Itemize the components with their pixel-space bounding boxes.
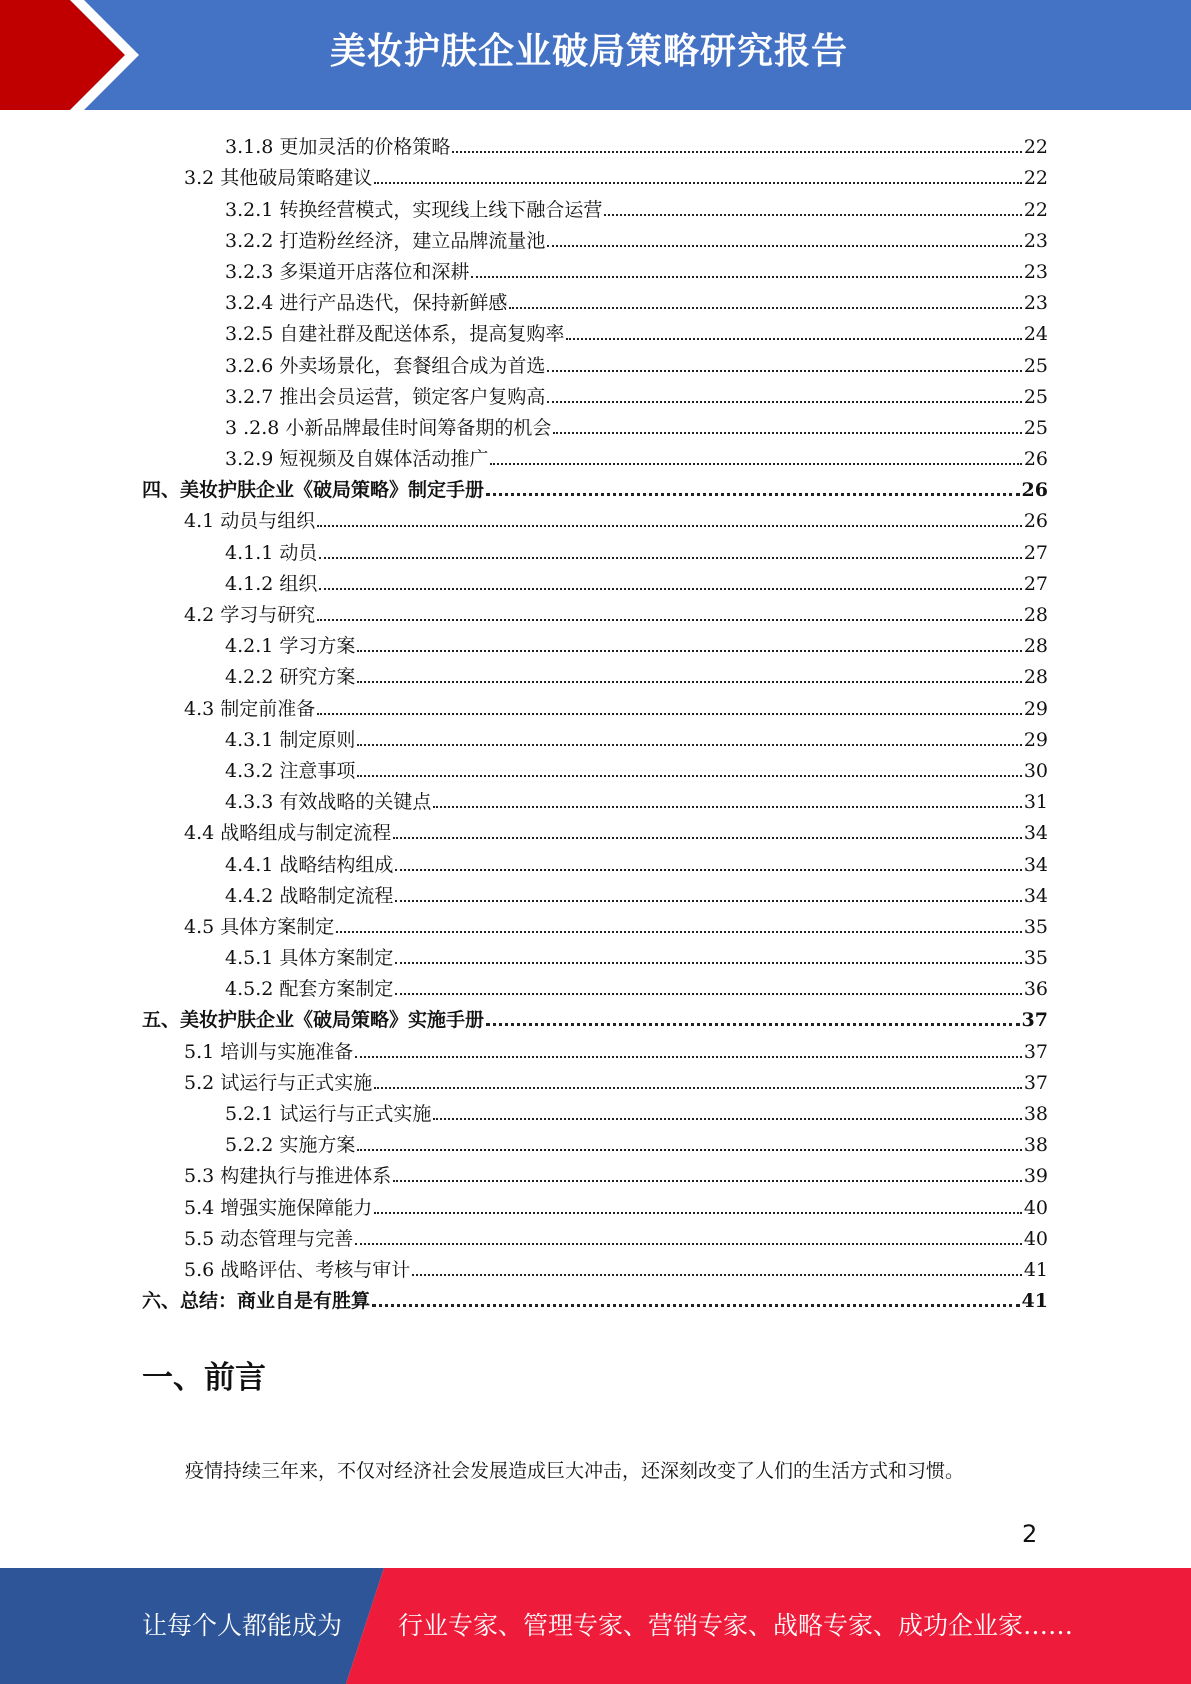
- toc-entry-label: 5.2.2 实施方案: [225, 1134, 356, 1157]
- toc-entry-label: 3.2.7 推出会员运营，锁定客户复购高: [225, 385, 546, 408]
- toc-dot-leader: [317, 525, 1022, 527]
- toc-entry[interactable]: [142, 813, 1048, 844]
- toc-entry[interactable]: [142, 283, 1048, 314]
- toc-entry[interactable]: [142, 688, 1048, 719]
- toc-entry[interactable]: [142, 501, 1048, 532]
- toc-entry[interactable]: [142, 1187, 1048, 1218]
- toc-entry-page: 22: [1023, 167, 1048, 190]
- toc-entry-page: 41: [1021, 1290, 1048, 1313]
- footer-slogan-right: 行业专家、管理专家、营销专家、战略专家、成功企业家……: [398, 1611, 1074, 1640]
- toc-entry[interactable]: [142, 252, 1048, 283]
- toc-entry[interactable]: [142, 1031, 1048, 1062]
- page-number: 2: [1022, 1520, 1038, 1548]
- toc-dot-leader: [317, 713, 1022, 715]
- toc-entry[interactable]: [142, 189, 1048, 220]
- toc-entry-page: 25: [1023, 416, 1048, 439]
- toc-entry-page: 29: [1023, 697, 1048, 720]
- toc-entry-label: 4.5 具体方案制定: [184, 915, 335, 938]
- header-arrow-decoration: [0, 0, 160, 110]
- toc-entry-label: 4.5.2 配套方案制定: [225, 978, 394, 1001]
- toc-dot-leader: [395, 900, 1021, 902]
- toc-entry[interactable]: [142, 1000, 1048, 1031]
- toc-entry-label: 3.2.1 转换经营模式，实现线上线下融合运营: [225, 198, 603, 221]
- toc-entry[interactable]: [142, 907, 1048, 938]
- toc-entry-label: 4.2.1 学习方案: [225, 635, 356, 658]
- footer-slogan-left: 让每个人都能成为: [142, 1611, 343, 1640]
- toc-dot-leader: [553, 432, 1021, 434]
- toc-entry-label: 4.2 学习与研究: [184, 604, 316, 626]
- toc-entry[interactable]: [142, 720, 1048, 751]
- toc-entry-label: 3.2 其他破局策略建议: [184, 167, 373, 190]
- toc-entry-label: 3.2.3 多渠道开店落位和深耕: [225, 260, 470, 283]
- toc-entry-page: 39: [1023, 1165, 1048, 1188]
- toc-entry-label: 五、美妆护肤企业《破局策略》实施手册: [142, 1009, 485, 1032]
- toc-entry-label: 3.2.5 自建社群及配送体系，提高复购率: [225, 323, 565, 346]
- report-title: 美妆护肤企业破局策略研究报告: [330, 31, 849, 72]
- toc-entry[interactable]: [142, 1125, 1048, 1156]
- toc-dot-leader: [433, 1118, 1021, 1120]
- toc-dot-leader: [604, 214, 1021, 216]
- toc-dot-leader: [357, 775, 1021, 777]
- toc-entry-label: 3.2.6 外卖场景化，套餐组合成为首选: [225, 354, 546, 377]
- toc-entry-page: 25: [1023, 385, 1048, 408]
- toc-dot-leader: [374, 1087, 1022, 1089]
- toc-entry-label: 4.1 动员与组织: [184, 510, 316, 533]
- toc-entry-page: 40: [1023, 1227, 1048, 1250]
- toc-entry[interactable]: [142, 377, 1048, 408]
- toc-entry[interactable]: [142, 1219, 1048, 1250]
- toc-entry-label: 4.3.3 有效战略的关键点: [225, 791, 432, 814]
- toc-entry-page: 36: [1023, 978, 1048, 1001]
- toc-entry-label: 3 .2.8 小新品牌最佳时间筹备期的机会: [225, 416, 552, 439]
- toc-entry-page: 37: [1021, 1009, 1048, 1032]
- toc-dot-leader: [452, 151, 1021, 153]
- toc-dot-leader: [486, 493, 1020, 496]
- toc-entry[interactable]: [142, 782, 1048, 813]
- toc-entry[interactable]: [142, 470, 1048, 501]
- toc-entry-page: 25: [1023, 354, 1048, 377]
- toc-entry[interactable]: [142, 408, 1048, 439]
- toc-entry[interactable]: [142, 657, 1048, 688]
- toc-entry[interactable]: [142, 1156, 1048, 1187]
- toc-dot-leader: [357, 650, 1021, 652]
- toc-entry-page: 22: [1023, 136, 1048, 159]
- toc-entry[interactable]: [142, 532, 1048, 563]
- toc-entry-page: 29: [1023, 728, 1048, 751]
- toc-dot-leader: [372, 1304, 1020, 1307]
- page-header: [0, 0, 1191, 110]
- toc-entry-page: 27: [1023, 572, 1048, 595]
- toc-entry-label: 3.2.4 进行产品迭代，保持新鲜感: [225, 292, 508, 315]
- toc-entry-page: 28: [1023, 635, 1048, 658]
- toc-dot-leader: [395, 869, 1021, 871]
- toc-entry-label: 4.1.1 动员: [225, 541, 318, 564]
- toc-entry[interactable]: [142, 1281, 1048, 1312]
- toc-entry[interactable]: [142, 564, 1048, 595]
- toc-entry-label: 4.4.1 战略结构组成: [225, 853, 394, 876]
- toc-entry[interactable]: [142, 938, 1048, 969]
- toc-dot-leader: [393, 1180, 1022, 1182]
- toc-dot-leader: [486, 1023, 1020, 1026]
- toc-dot-leader: [374, 1212, 1022, 1214]
- toc-dot-leader: [355, 1243, 1022, 1245]
- toc-entry[interactable]: [142, 969, 1048, 1000]
- toc-entry-label: 4.3.1 制定原则: [225, 728, 356, 751]
- toc-entry[interactable]: [142, 751, 1048, 782]
- toc-dot-leader: [355, 1056, 1022, 1058]
- toc-entry[interactable]: [142, 844, 1048, 875]
- toc-entry-label: 5.4 增强实施保障能力: [184, 1196, 373, 1219]
- toc-entry[interactable]: [142, 1063, 1048, 1094]
- toc-entry-page: 28: [1023, 604, 1048, 626]
- toc-entry[interactable]: [142, 1094, 1048, 1125]
- toc-entry-page: 35: [1023, 915, 1048, 938]
- toc-entry-label: 5.6 战略评估、考核与审计: [184, 1258, 411, 1281]
- toc-entry-page: 40: [1023, 1196, 1048, 1219]
- toc-entry-label: 六、总结：商业自是有胜算: [142, 1290, 371, 1313]
- toc-entry-label: 5.2.1 试运行与正式实施: [225, 1103, 432, 1125]
- toc-entry-page: 37: [1023, 1071, 1048, 1094]
- toc-dot-leader: [357, 1149, 1021, 1151]
- page-footer: [0, 1568, 1191, 1684]
- toc-entry-page: 23: [1023, 260, 1048, 283]
- toc-dot-leader: [395, 993, 1021, 995]
- toc-dot-leader: [412, 1274, 1022, 1276]
- toc-dot-leader: [336, 931, 1022, 933]
- toc-dot-leader: [509, 307, 1021, 309]
- toc-entry-label: 4.2.2 研究方案: [225, 666, 356, 689]
- toc-entry-page: 23: [1023, 292, 1048, 315]
- toc-entry[interactable]: [142, 876, 1048, 907]
- toc-entry-label: 3.1.8 更加灵活的价格策略: [225, 136, 451, 159]
- toc-entry-page: 26: [1023, 510, 1048, 533]
- toc-entry-page: 28: [1023, 666, 1048, 689]
- toc-dot-leader: [547, 401, 1021, 403]
- toc-dot-leader: [433, 806, 1021, 808]
- toc-entry-page: 26: [1021, 479, 1048, 502]
- toc-entry-page: 34: [1023, 884, 1048, 907]
- toc-entry-label: 5.5 动态管理与完善: [184, 1227, 354, 1250]
- toc-entry-label: 4.4 战略组成与制定流程: [184, 822, 392, 845]
- toc-entry[interactable]: [142, 345, 1048, 376]
- toc-entry[interactable]: [142, 221, 1048, 252]
- toc-dot-leader: [357, 681, 1021, 683]
- toc-entry-page: 34: [1023, 853, 1048, 876]
- toc-entry[interactable]: [142, 127, 1048, 158]
- toc-entry[interactable]: [142, 314, 1048, 345]
- toc-entry-label: 5.1 培训与实施准备: [184, 1040, 354, 1063]
- toc-entry-label: 4.3 制定前准备: [184, 697, 316, 720]
- toc-entry-page: 37: [1023, 1040, 1048, 1063]
- toc-dot-leader: [547, 245, 1021, 247]
- toc-dot-leader: [395, 962, 1021, 964]
- toc-entry-page: 41: [1023, 1258, 1048, 1281]
- toc-entry-page: 24: [1023, 323, 1048, 346]
- toc-entry-label: 4.3.2 注意事项: [225, 759, 356, 782]
- toc-entry-page: 31: [1023, 791, 1048, 814]
- toc-entry[interactable]: [142, 158, 1048, 189]
- body-paragraph: 疫情持续三年来，不仅对经济社会发展造成巨大冲击，还深刻改变了人们的生活方式和习惯。: [185, 1460, 965, 1482]
- toc-entry-page: 35: [1023, 947, 1048, 970]
- toc-entry-label: 4.4.2 战略制定流程: [225, 884, 394, 907]
- toc-dot-leader: [319, 557, 1021, 559]
- toc-dot-leader: [471, 276, 1021, 278]
- toc-entry-page: 30: [1023, 759, 1048, 782]
- toc-entry-page: 22: [1023, 198, 1048, 221]
- toc-dot-leader: [566, 338, 1021, 340]
- toc-dot-leader: [374, 182, 1022, 184]
- toc-entry-page: 23: [1023, 229, 1048, 252]
- toc-dot-leader: [490, 463, 1021, 465]
- toc-entry-label: 3.2.9 短视频及自媒体活动推广: [225, 448, 489, 471]
- toc-entry-label: 5.2 试运行与正式实施: [184, 1071, 373, 1094]
- toc-entry-label: 4.5.1 具体方案制定: [225, 947, 394, 970]
- toc-entry-page: 38: [1023, 1103, 1048, 1125]
- toc-entry-label: 3.2.2 打造粉丝经济，建立品牌流量池: [225, 229, 546, 252]
- toc-entry[interactable]: [142, 439, 1048, 470]
- toc-dot-leader: [317, 619, 1022, 621]
- toc-entry-label: 四、美妆护肤企业《破局策略》制定手册: [142, 479, 485, 502]
- toc-entry[interactable]: [142, 1250, 1048, 1281]
- toc-entry[interactable]: [142, 626, 1048, 657]
- table-of-contents: [142, 127, 1048, 1312]
- toc-entry-page: 27: [1023, 541, 1048, 564]
- toc-dot-leader: [393, 837, 1022, 839]
- section-heading: 一、前言: [142, 1360, 266, 1396]
- toc-entry-page: 34: [1023, 822, 1048, 845]
- toc-entry-label: 4.1.2 组织: [225, 572, 318, 595]
- toc-dot-leader: [319, 588, 1021, 590]
- toc-entry[interactable]: [142, 595, 1048, 626]
- toc-dot-leader: [547, 370, 1021, 372]
- toc-dot-leader: [357, 744, 1021, 746]
- toc-entry-page: 38: [1023, 1134, 1048, 1157]
- toc-entry-page: 26: [1023, 448, 1048, 471]
- toc-entry-label: 5.3 构建执行与推进体系: [184, 1165, 392, 1188]
